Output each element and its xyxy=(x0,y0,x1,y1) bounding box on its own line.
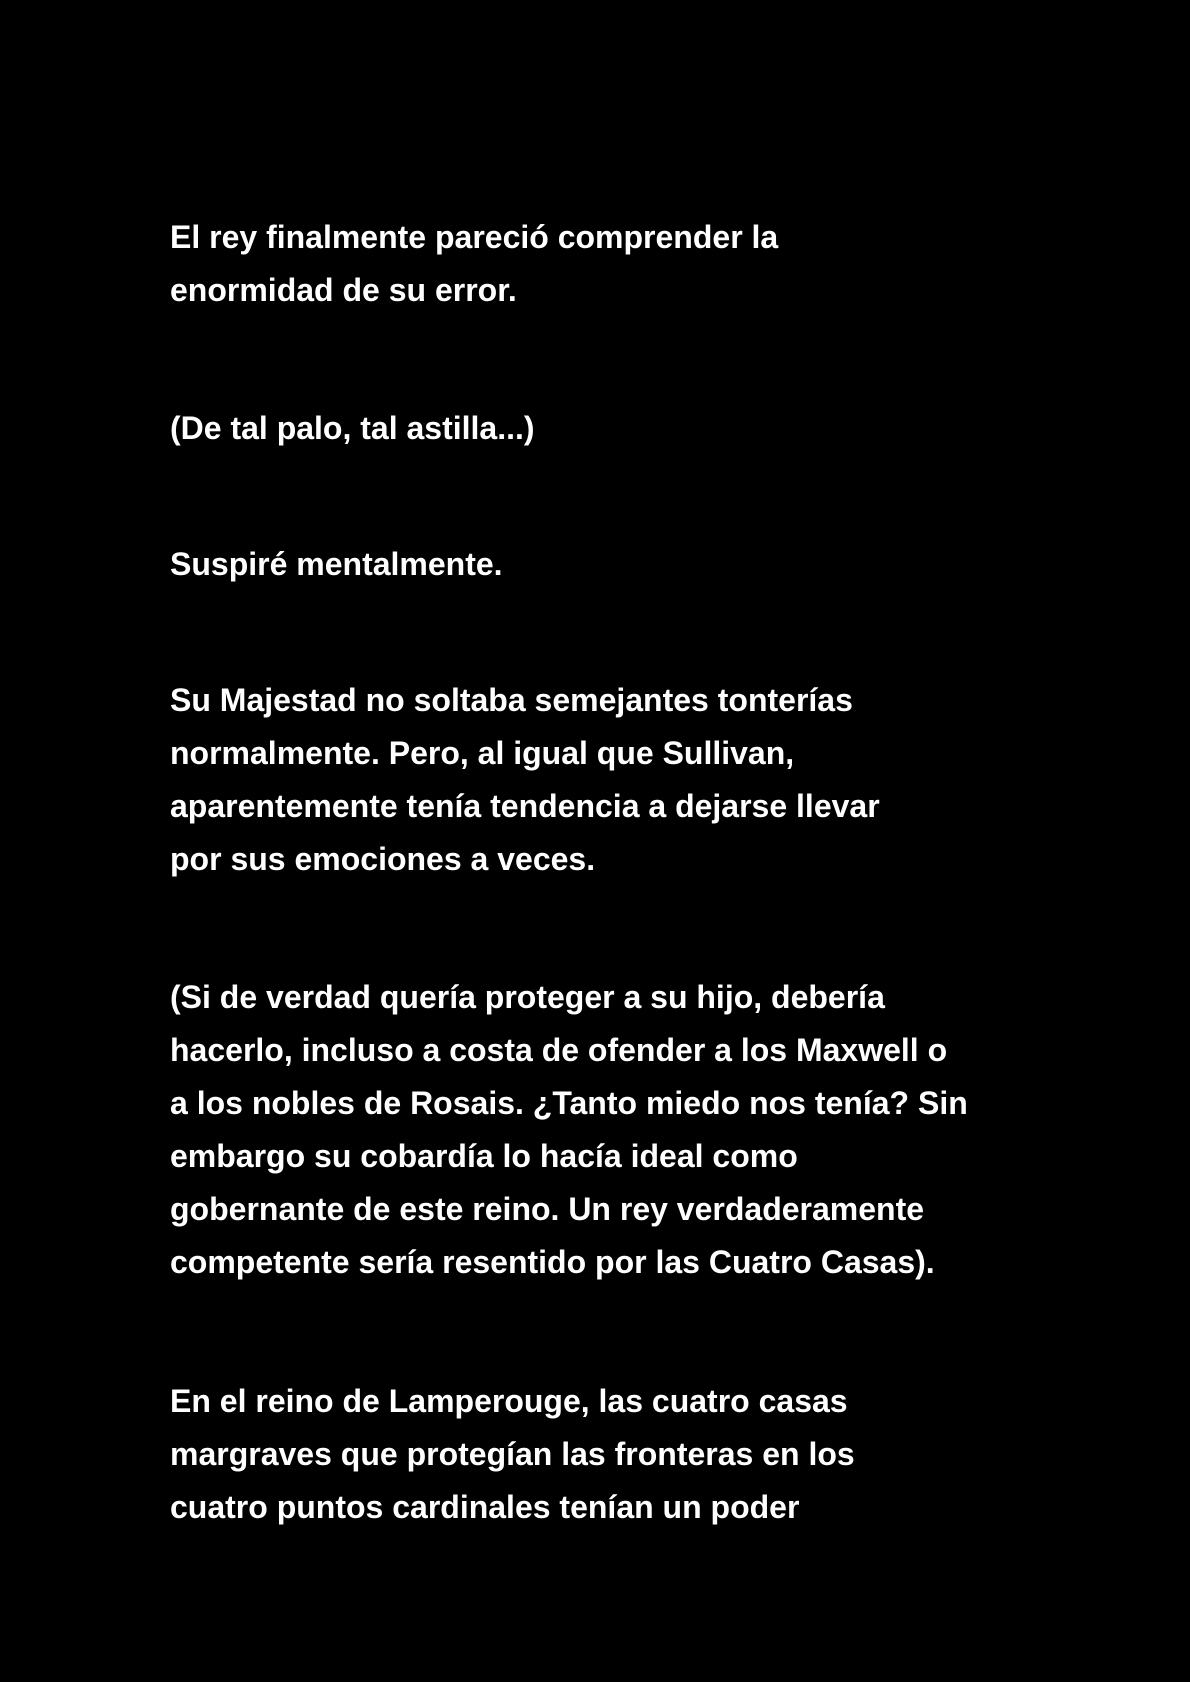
text-line: Suspiré mentalmente. xyxy=(170,546,503,582)
paragraph-like-father-like-son xyxy=(170,402,1050,455)
text-line: enormidad de su error. xyxy=(170,272,517,308)
text-line: competente sería resentido por las Cuatro Casas). xyxy=(170,1244,935,1280)
text-line: aparentemente tenía tendencia a dejarse llevar xyxy=(170,788,880,824)
paragraph-protect-son-thoughts xyxy=(170,971,1050,1289)
paragraph-majesty-emotions xyxy=(170,674,1050,886)
text-line: normalmente. Pero, al igual que Sullivan, xyxy=(170,735,795,771)
paragraph-mental-sigh xyxy=(170,538,1050,591)
text-line: (De tal palo, tal astilla...) xyxy=(170,410,535,446)
text-line: a los nobles de Rosais. ¿Tanto miedo nos tenía? Sin xyxy=(170,1085,968,1121)
text-line: gobernante de este reino. Un rey verdaderamente xyxy=(170,1191,925,1227)
text-line: por sus emociones a veces. xyxy=(170,841,596,877)
text-line: hacerlo, incluso a costa de ofender a los Maxwell o xyxy=(170,1032,948,1068)
paragraph-kingdom-four-houses xyxy=(170,1375,1050,1534)
text-line: El rey finalmente pareció comprender la xyxy=(170,219,779,255)
text-line: cuatro puntos cardinales tenían un poder xyxy=(170,1489,800,1525)
text-line: En el reino de Lamperouge, las cuatro casas xyxy=(170,1383,848,1419)
text-line: (Si de verdad quería proteger a su hijo, debería xyxy=(170,979,885,1015)
paragraph-king-realizes-error xyxy=(170,211,1050,317)
text-line: embargo su cobardía lo hacía ideal como xyxy=(170,1138,798,1174)
text-line: Su Majestad no soltaba semejantes tonterías xyxy=(170,682,853,718)
text-line: margraves que protegían las fronteras en los xyxy=(170,1436,855,1472)
